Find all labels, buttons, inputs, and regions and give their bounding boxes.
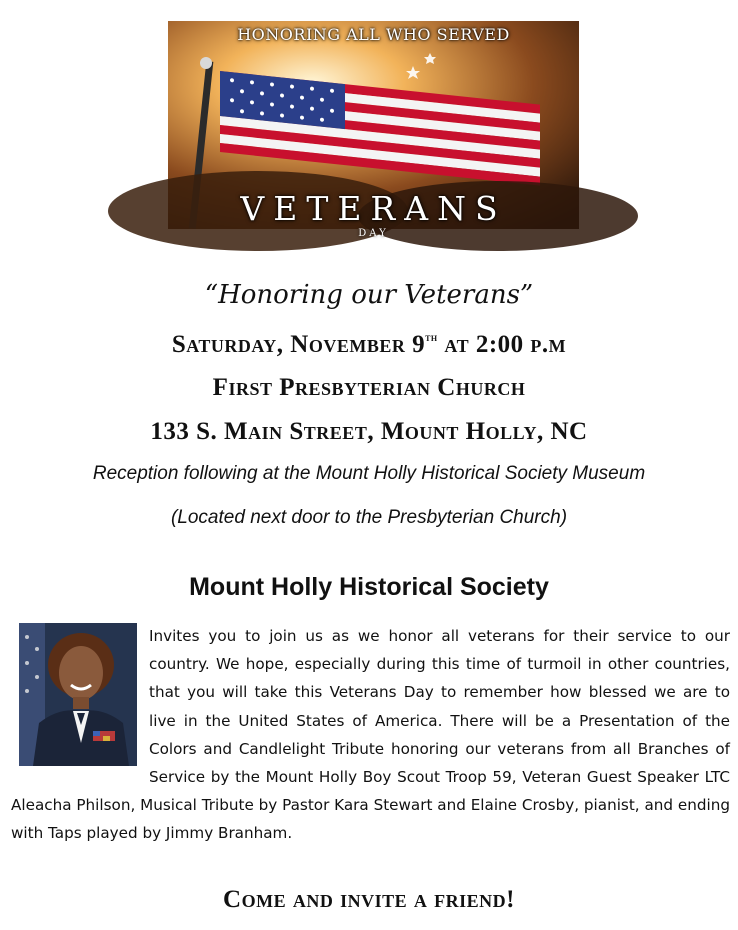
reception-location-note: (Located next door to the Presbyterian Church)	[170, 507, 568, 528]
invitation-body	[11, 622, 730, 848]
event-date-prefix: Saturday, November 9	[171, 331, 426, 358]
event-date	[0, 330, 738, 359]
reception-note: Reception following at the Mount Holly Historical Society Museum	[92, 463, 646, 484]
banner-subtitle: DAY	[358, 228, 389, 239]
banner-title: VETERANS	[240, 189, 507, 228]
closing-invite: Come and invite a friend!	[223, 886, 515, 913]
invitation-body-text: Invites you to join us as we honor all veterans for their service to our country. We hope, especially during this time of turmoil in other countries, that you will take this Veterans Day to remember how blessed we are to live in the United States of America. There will be a Presentation of the Colors and Candlelight Tribute honoring our veterans from all Branches of Service by the Mount Holly Boy Scout Troop 59, Veteran Guest Speaker LTC Aleacha Philson, Musical Tribute by Pastor Kara Stewart and Elaine Crosby, pianist, and ending with Taps played by Jimmy Branham.	[11, 627, 730, 843]
veterans-day-banner	[168, 21, 579, 239]
event-address: 133 S. Main Street, Mount Holly, NC	[150, 418, 588, 445]
society-heading: Mount Holly Historical Society	[189, 573, 549, 601]
portrait-spacer	[11, 622, 149, 767]
banner-top-text: HONORING ALL WHO SERVED	[237, 25, 510, 44]
event-venue: First Presbyterian Church	[212, 374, 526, 401]
event-tagline: “Honoring our Veterans”	[204, 280, 534, 310]
event-date-time: at 2:00 p.m	[437, 331, 567, 358]
event-date-suffix-ordinal: th	[425, 330, 438, 344]
